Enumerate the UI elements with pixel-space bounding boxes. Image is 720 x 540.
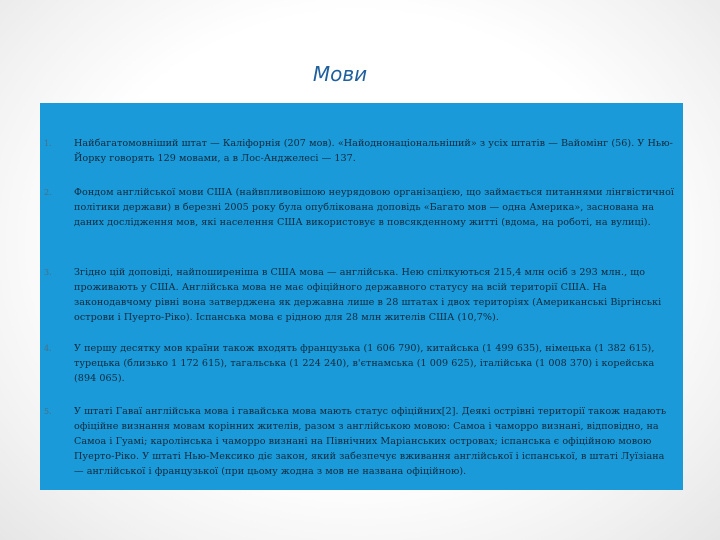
list-item-number: 5.	[44, 407, 52, 416]
list-item-text: У першу десятку мов країни також входять французька (1 606 790), китайська (1 499 635), німецька (1 382 615), турецька (близько 1 172 615), тагальська (1 224 240), в'єтнамська (1 009 625), італійська (1 008 370) і корейська (894 065).	[74, 343, 655, 384]
list-item-text: Найбагатомовніший штат — Каліфорнія (207 мов). «Найоднонаціональніший» з усіх штатів — Вайомінг (56). У Нью-Йорку говорять 129 мовами, а в Лос-Анджелесі — 137.	[74, 138, 673, 164]
list-item-number: 1.	[44, 139, 52, 148]
slide-title: Мови	[312, 62, 368, 86]
slide-title-container	[300, 62, 380, 86]
list-item-text: У штаті Гаваї англійська мова і гавайська мова мають статус офіційних[2]. Деякі острівні території також надають офіційне визнання мовам корінних жителів, разом з англійською мовою: Самоа і чаморро визнані, відповідно, на Самоа і Гуамі; каролінська і чаморро визнані на Північних Маріанських островах; іспанська є офіційною мовою Пуерто-Ріко. У штаті Нью-Мексико діє закон, який забезпечує вживання англійської і іспанської, в штаті Луїзіана — англійської і французької (при цьому жодна з мов не названа офіційною).	[74, 406, 667, 477]
list-item-text: Згідно цій доповіді, найпоширеніша в США мова — англійська. Нею спілкуються 215,4 млн осіб з 293 млн., що проживають у США. Англійська мова не має офіційного державного статусу на всій території США. На законодавчому рівні вона затверджена як державна лише в 28 штатах і двох територіях (Американські Віргінські острови і Пуерто-Ріко). Іспанська мова є рідною для 28 млн жителів США (10,7%).	[74, 267, 662, 323]
list-item-number: 3.	[44, 268, 52, 277]
list-item-text: Фондом англійської мови США (найвпливовішою неурядовою організацією, що займається питаннями лінгвістичної політики держави) в березні 2005 року була опублікована доповідь «Багато мов — одна Америка», заснована на даних дослідження мов, які населення США використовує в повсякденному житті (вдома, на роботі, на вулиці).	[74, 187, 675, 228]
content-panel	[40, 103, 683, 490]
list-item-number: 4.	[44, 344, 52, 353]
list-item-number: 2.	[44, 188, 52, 197]
